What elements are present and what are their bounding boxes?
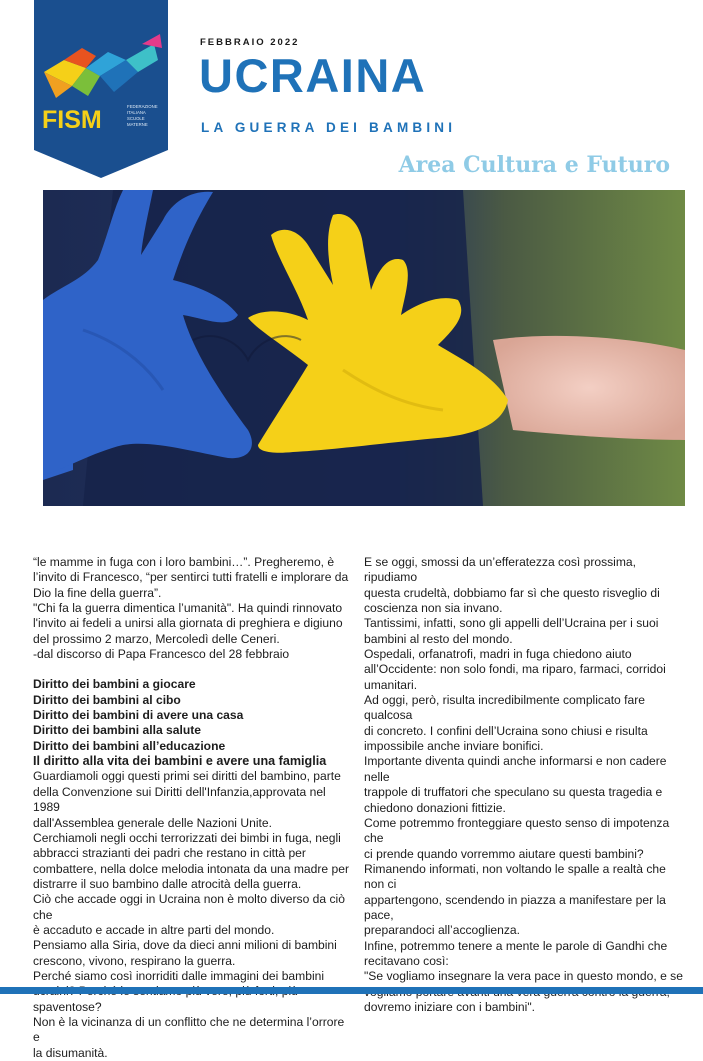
body-line: Rimanendo informati, non voltando le spalle a realtà che non ci [364, 861, 666, 892]
body-line: trappole di truffatori che speculano su questa tragedia e [364, 785, 663, 800]
intro-line: del prossimo 2 marzo, Mercoledì delle Ceneri. [33, 631, 280, 646]
issue-date: FEBBRAIO 2022 [200, 37, 300, 48]
body-line: umanitari. [364, 677, 418, 692]
body-line: spaventose? [33, 999, 102, 1014]
body-line: impossibile anche inviare bonifici. [364, 739, 544, 754]
body-line: Ospedali, orfanatrofi, madri in fuga chiedono aiuto [364, 647, 632, 662]
body-line: ci prende quando vorremmo aiutare questi bambini? [364, 846, 644, 861]
body-line: chiedono donazioni fittizie. [364, 800, 506, 815]
body-line: Perché siamo così inorriditi dalle immagini dei bambini [33, 968, 325, 983]
body-line: Ad oggi, però, risulta incredibilmente complicato fare qualcosa [364, 693, 645, 723]
body-line: crescono, vivono, respirano la guerra. [33, 953, 236, 968]
intro-line: -dal discorso di Papa Francesco del 28 febbraio [33, 647, 290, 662]
fism-logo-badge [34, 0, 168, 178]
footer-bar [0, 987, 703, 994]
right-heading: Diritto dei bambini di avere una casa [33, 708, 244, 723]
body-line: coscienza non sia invano. [364, 601, 503, 616]
hero-photo [43, 190, 685, 506]
right-heading: Diritto dei bambini al cibo [33, 692, 181, 707]
main-right-heading: Il diritto alla vita dei bambini e avere una famiglia [33, 754, 327, 769]
right-heading: Diritto dei bambini all’educazione [33, 738, 226, 753]
logo-tagline-2: ITALIANA [127, 110, 146, 115]
body-line: abbracci strazianti dei padri che restano in città per [33, 846, 306, 861]
right-heading: Diritto dei bambini alla salute [33, 723, 202, 738]
intro-line: l’invito di Francesco, “per sentirci tutti fratelli e implorare da [33, 570, 349, 585]
left-column [33, 555, 349, 1061]
intro-line: "Chi fa la guerra dimentica l’umanità". Ha quindi rinnovato [33, 601, 343, 616]
body-line: all’Occidente: non solo fondi, ma riparo, farmaci, corridoi [364, 662, 666, 677]
logo-wordmark: FISM [42, 106, 102, 134]
logo-tagline-3: SCUOLE [127, 116, 145, 121]
body-line: E se oggi, smossi da un’efferatezza così prossima, ripudiamo [364, 555, 637, 585]
body-line: Tantissimi, infatti, sono gli appelli dell’Ucraina per i suoi [364, 616, 659, 631]
body-line: Cerchiamoli negli occhi terrorizzati dei bimbi in fuga, negli [33, 830, 341, 845]
body-line: Guardiamoli oggi questi primi sei diritti del bambino, parte [33, 769, 341, 784]
logo-tagline-1: FEDERAZIONE [127, 104, 158, 109]
body-line: Come potremmo fronteggiare questo senso di impotenza che [364, 815, 670, 846]
body-line: appartengono, scendendo in piazza a manifestare per la pace, [364, 892, 666, 922]
body-line: Importante diventa quindi anche informarsi e non cadere nelle [364, 754, 667, 784]
body-line: "Se vogliamo insegnare la vera pace in questo mondo, e se [364, 969, 683, 984]
body-line: è accaduto e accade in altre parti del mondo. [33, 922, 275, 937]
body-line: della Convenzione sui Diritti dell'Infanzia,approvata nel 1989 [33, 784, 326, 815]
body-line: Pensiamo alla Siria, dove da dieci anni milioni di bambini [33, 938, 337, 953]
logo-tagline-4: MATERNE [127, 122, 148, 127]
intro-line: l'invito ai fedeli a unirsi alla giornata di preghiera e digiuno [33, 616, 343, 631]
body-line: la disumanità. [33, 1045, 108, 1060]
body-line: recitavano così: [364, 953, 449, 968]
body-line: preparandoci all’accoglienza. [364, 923, 520, 938]
section-label: Area Cultura e Futuro [398, 152, 670, 178]
body-line: questa crudeltà, dobbiamo far sì che questo risveglio di [364, 585, 660, 600]
page-title: UCRAINA [199, 49, 427, 102]
body-line: combattere, nella dolce melodia intonata da una madre per [33, 861, 349, 876]
right-heading: Diritto dei bambini a giocare [33, 677, 196, 692]
body-line: Infine, potremmo tenere a mente le parole di Gandhi che [364, 938, 668, 953]
body-line: Non è la vicinanza di un conflitto che ne determina l’orrore e [33, 1014, 345, 1045]
intro-line: “le mamme in fuga con i loro bambini…”. Pregheremo, è [33, 555, 335, 569]
body-line: bambini al resto del mondo. [364, 631, 513, 646]
body-line: distrarre il suo bambino dalle atrocità della guerra. [33, 876, 302, 891]
intro-line: Dio la fine della guerra”. [33, 585, 162, 600]
body-line: dovremo iniziare con i bambini". [364, 999, 535, 1014]
body-line: di concreto. I confini dell’Ucraina sono chiusi e risulta [364, 723, 648, 738]
right-column [364, 555, 684, 1015]
body-line: dall'Assemblea generale delle Nazioni Unite. [33, 815, 272, 830]
page-subtitle: LA GUERRA DEI BAMBINI [201, 120, 457, 135]
body-line: Ciò che accade oggi in Ucraina non è molto diverso da ciò che [33, 892, 345, 922]
